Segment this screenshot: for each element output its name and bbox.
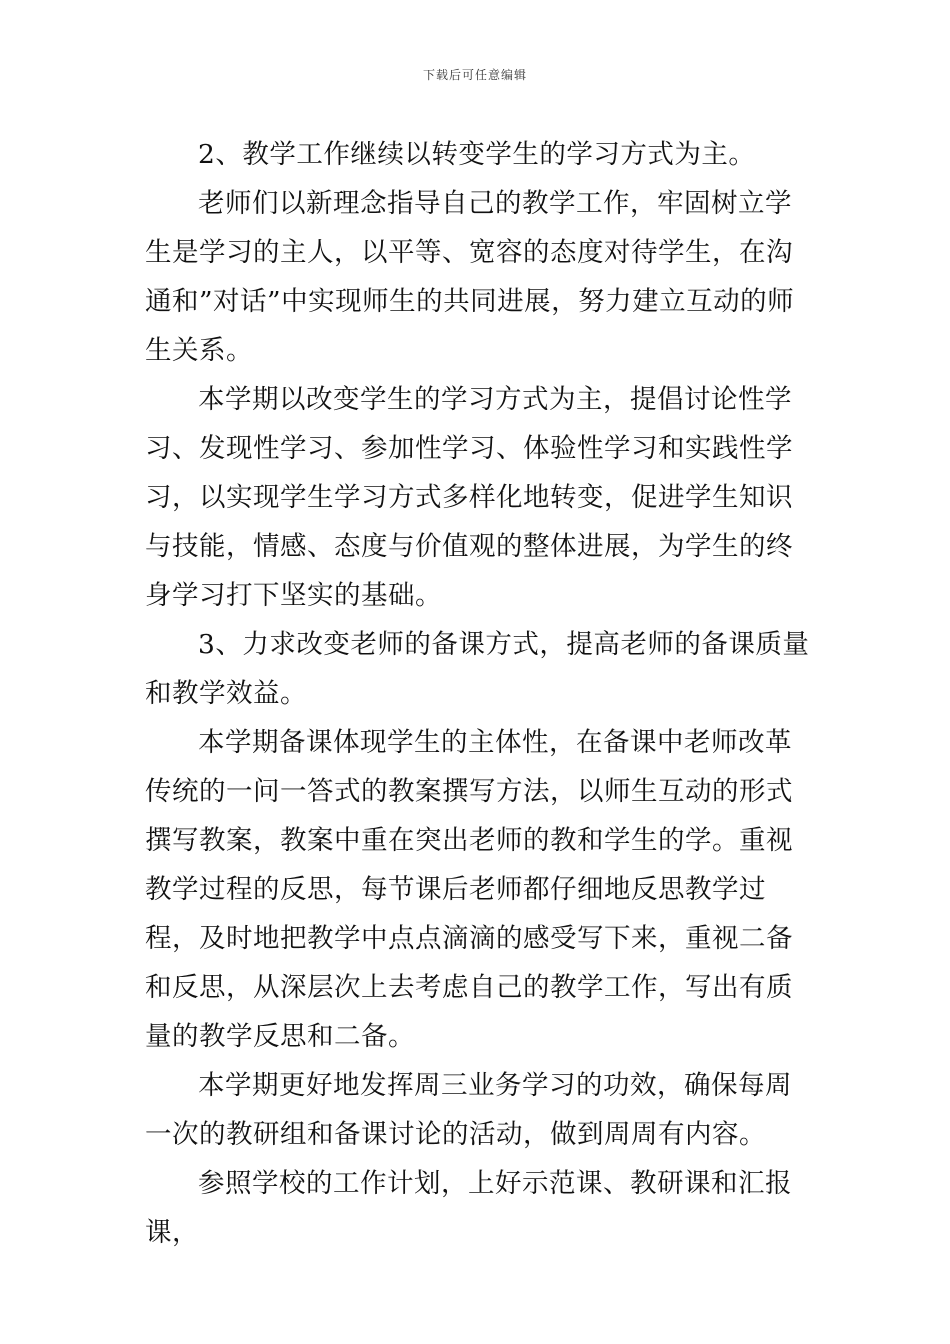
page-header-note: 下载后可任意编辑 (422, 68, 527, 82)
paragraph-1: 2、教学工作继续以转变学生的学习方式为主。 (198, 139, 756, 170)
paragraph-6: 本学期更好地发挥周三业务学习的功效，确保每周一次的教研组和备课讨论的活动，做到周周有内容。 (145, 1070, 792, 1150)
paragraph-4: 3、力求改变老师的备课方式，提高老师的备课质量和教学效益。 (145, 629, 810, 709)
paragraph-2: 老师们以新理念指导自己的教学工作，牢固树立学生是学习的主人，以平等、宽容的态度对待学生，在沟通和”对话”中实现师生的共同进展，努力建立互动的师生关系。 (145, 188, 795, 366)
document-body (145, 130, 810, 1257)
paragraph-3: 本学期以改变学生的学习方式为主，提倡讨论性学习、发现性学习、参加性学习、体验性学习和实践性学习，以实现学生学习方式多样化地转变，促进学生知识与技能，情感、态度与价值观的整体进展，为学生的终身学习打下坚实的基础。 (145, 384, 793, 611)
paragraph-7: 参照学校的工作计划，上好示范课、教研课和汇报课， (145, 1168, 792, 1248)
paragraph-5: 本学期备课体现学生的主体性，在备课中老师改革传统的一问一答式的教案撰写方法，以师生互动的形式撰写教案，教案中重在突出老师的教和学生的学。重视教学过程的反思，每节课后老师都仔细地反思教学过程，及时地把教学中点点滴滴的感受写下来，重视二备和反思，从深层次上去考虑自己的教学工作，写出有质量的教学反思和二备。 (145, 727, 793, 1052)
